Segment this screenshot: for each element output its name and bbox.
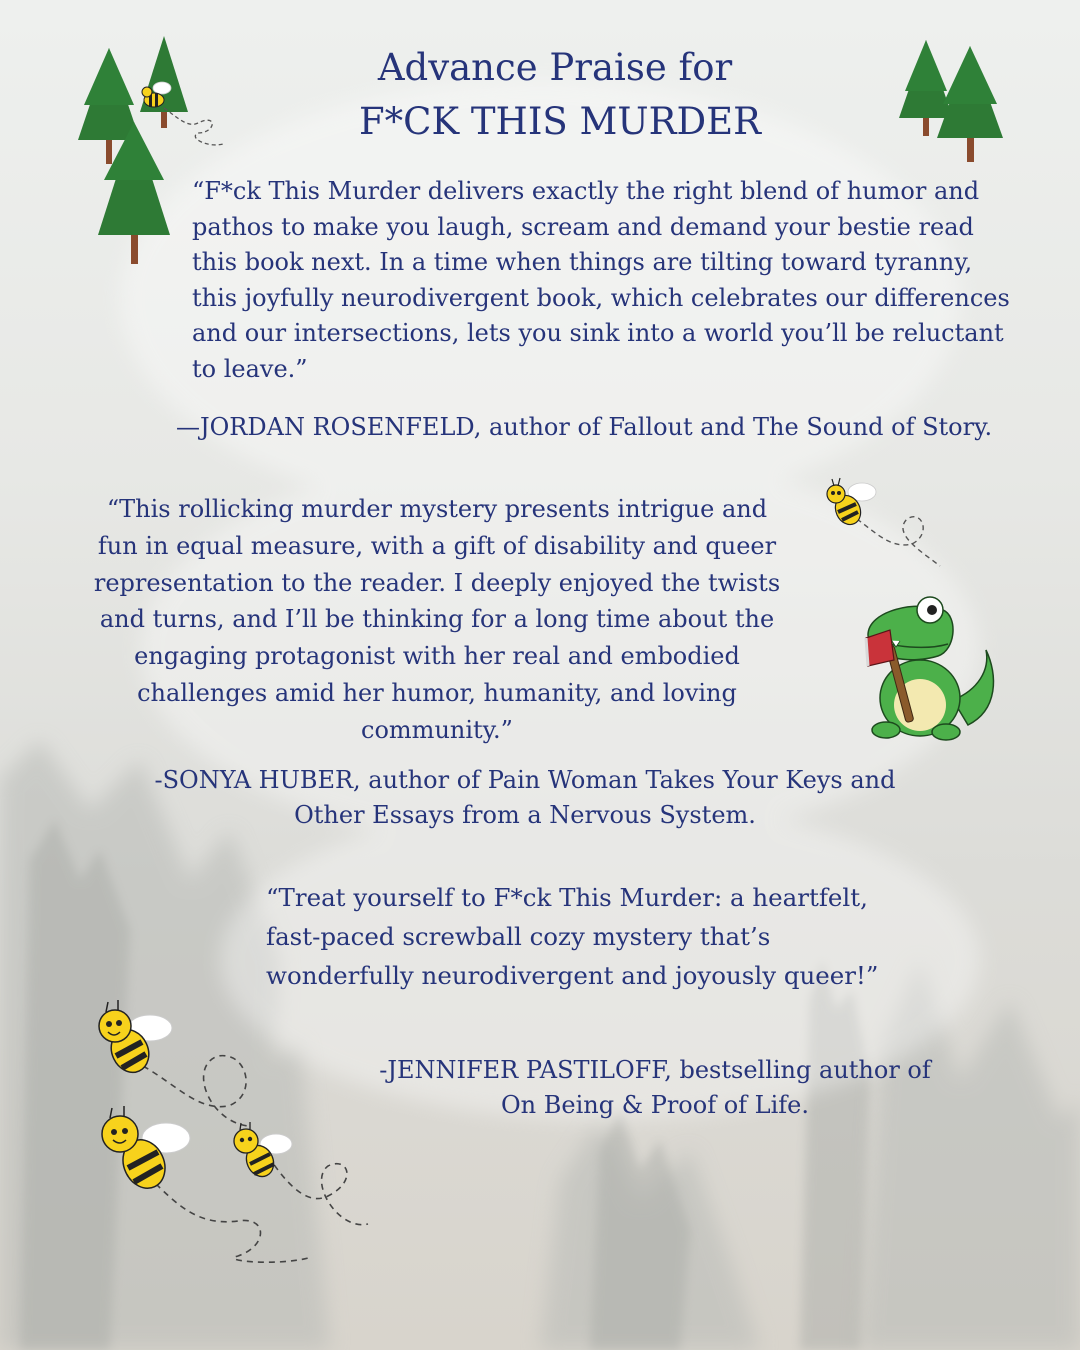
bee-icon: [234, 1122, 292, 1181]
blurb-attribution-3: -JENNIFER PASTILOFF, bestselling author of On Being & Proof of Life.: [379, 1056, 931, 1119]
blurb-quote-2: “This rollicking murder mystery presents intrigue and fun in equal measure, with a gift of disability and queer representation to the reader. I deeply enjoyed the twists and turns, and I’ll be thinking for a long time about the engaging protagonist with her real and embodied challenges amid her humor, humanity, and loving community.”: [93, 495, 781, 744]
blurb-quote-1: “F*ck This Murder delivers exactly the right blend of humor and pathos to make you laugh, scream and demand your bestie read this book next. In a time when things are tilting toward tyranny, this joyfully neurodivergent book, which celebrates our differences and our intersections, lets you sink into a world you’ll be reluctant to leave.”: [192, 177, 1010, 383]
blurb-attribution-1: —JORDAN ROSENFELD, author of Fallout and The Sound of Story.: [176, 413, 993, 441]
bee-icon: [102, 1106, 190, 1195]
bee-swarm-icon: [88, 996, 378, 1276]
alligator-with-axe-icon: [858, 590, 998, 745]
blurb-attribution-2: -SONYA HUBER, author of Pain Woman Takes Your Keys and Other Essays from a Nervous System.: [154, 766, 896, 829]
header-line-1: Advance Praise for: [377, 46, 733, 89]
book-title: F*CK THIS MURDER: [358, 100, 761, 143]
bee-icon: [99, 1000, 172, 1079]
blurb-quote-3: “Treat yourself to F*ck This Murder: a heartfelt, fast-paced screwball cozy mystery that’s wonderfully neurodivergent and joyously queer!”: [266, 883, 879, 990]
bee-icon: [822, 474, 942, 574]
